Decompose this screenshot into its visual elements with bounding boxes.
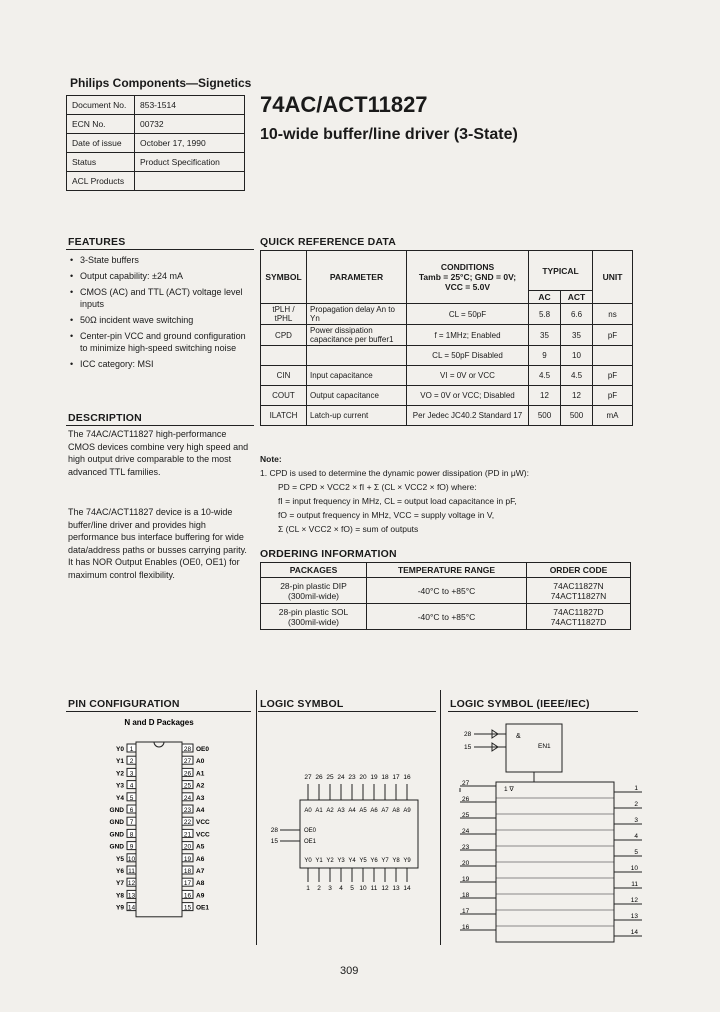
y-label: Y0 — [304, 858, 312, 864]
note-line: PD = CPD × VCC2 × fI + Σ (CL × VCC2 × fO) where: — [278, 482, 477, 492]
bottom-pin-number: 2 — [317, 885, 321, 892]
pin-number: 3 — [129, 770, 134, 778]
pin-name: VCC — [196, 819, 210, 827]
qr-ac: 5.8 — [529, 304, 561, 325]
y-label: Y9 — [403, 858, 411, 864]
pin-number: 17 — [183, 880, 192, 888]
top-pin-number: 19 — [370, 774, 378, 781]
qr-conditions — [407, 386, 529, 406]
features-rule — [66, 249, 254, 250]
qr-ac: 4.5 — [529, 366, 561, 386]
a-label: A9 — [403, 808, 411, 814]
pin-name: Y2 — [116, 770, 124, 778]
y-label: Y5 — [359, 858, 367, 864]
quick-reference-table — [260, 250, 633, 426]
oe-pin-number: 28 — [270, 827, 278, 834]
qr-conditions — [407, 406, 529, 426]
a-label: A2 — [326, 808, 334, 814]
ordering-code-act: 74ACT11827N — [550, 590, 607, 601]
pin-name: A4 — [196, 807, 205, 814]
qr-symbol: tPLH / tPHL — [261, 304, 307, 325]
pin-name: OE1 — [196, 904, 210, 912]
pin-number: 26 — [183, 770, 192, 778]
qr-ac: 12 — [529, 386, 561, 406]
direction-label: 1 ∇ — [504, 786, 514, 793]
a-label: A6 — [370, 808, 378, 814]
pin-number: 10 — [127, 855, 136, 863]
pin-number: 8 — [129, 831, 134, 839]
feature-item: • ICC category: MSI — [68, 358, 253, 370]
ordering-code-ac: 74AC11827N — [553, 580, 604, 591]
pin-name: A9 — [196, 892, 205, 900]
ieee-input-pin: 18 — [462, 892, 470, 899]
qr-unit — [593, 346, 633, 366]
doc-info-value: 853-1514 — [135, 96, 245, 115]
pin-name: Y9 — [116, 904, 124, 912]
pin-number: 4 — [129, 782, 134, 790]
qr-parameter: Input capacitance — [307, 366, 407, 386]
pin-number: 25 — [183, 782, 192, 790]
ic-body — [136, 742, 182, 917]
doc-info-row — [67, 172, 245, 191]
qr-act: 35 — [561, 325, 593, 346]
doc-info-label: ACL Products — [67, 172, 135, 191]
oe-label: OE0 — [304, 828, 317, 834]
en-pin-number: 15 — [464, 744, 472, 751]
qr-cond: Per Jedec JC40.2 Standard 17 — [412, 411, 523, 420]
pin-number: 11 — [128, 868, 135, 875]
a-label: A1 — [315, 808, 323, 814]
ord-header-packages: PACKAGES — [261, 563, 367, 578]
part-subtitle: 10-wide buffer/line driver (3-State) — [260, 126, 518, 143]
qr-conditions — [407, 346, 529, 366]
doc-info-label: Status — [67, 153, 135, 172]
document-info-table — [66, 95, 245, 191]
y-label: Y6 — [370, 858, 378, 864]
qr-row — [261, 325, 633, 346]
qr-parameter: Output capacitance — [307, 386, 407, 406]
ordering-row — [261, 578, 631, 604]
doc-info-label: ECN No. — [67, 115, 135, 134]
pin-name: Y5 — [116, 855, 124, 863]
pin-name: GND — [109, 807, 124, 814]
pin-name: Y4 — [116, 794, 124, 802]
doc-info-label: Date of issue — [67, 134, 135, 153]
pin-number: 12 — [127, 880, 136, 888]
ieee-output-pin: 5 — [634, 849, 638, 856]
quick-reference-heading: QUICK REFERENCE DATA — [260, 236, 397, 248]
qr-unit: mA — [593, 406, 633, 426]
pin-name: Y7 — [116, 880, 124, 888]
top-pin-number: 23 — [348, 774, 356, 781]
qr-cond: VO = 0V or VCC; Disabled — [420, 391, 515, 400]
top-pin-number: 25 — [326, 774, 334, 781]
pin-number: 7 — [129, 819, 134, 827]
qr-act: 6.6 — [561, 304, 593, 325]
doc-info-row — [67, 96, 245, 115]
pin-number: 23 — [183, 807, 192, 814]
ordering-temp: -40°C to +85°C — [367, 604, 527, 630]
ieee-output-pin: 4 — [634, 833, 638, 840]
feature-item: • CMOS (AC) and TTL (ACT) voltage level inputs — [68, 286, 253, 310]
qr-conditions — [407, 304, 529, 325]
qr-conditions — [407, 325, 529, 346]
note-line: 1. CPD is used to determine the dynamic power dissipation (PD in μW): — [260, 468, 529, 478]
ordering-code-act: 74ACT11827D — [550, 616, 607, 627]
pin-name: GND — [109, 843, 124, 851]
qr-cond2: Disabled — [471, 351, 503, 360]
bottom-pin-number: 14 — [403, 885, 411, 892]
top-pin-number: 17 — [392, 774, 400, 781]
qr-row — [261, 366, 633, 386]
a-label: A5 — [359, 808, 367, 814]
pin-name: GND — [109, 831, 124, 839]
pin-name: OE0 — [196, 746, 210, 753]
pin-number: 27 — [183, 758, 192, 766]
y-label: Y3 — [337, 858, 345, 864]
pin-name: Y8 — [116, 892, 124, 900]
ieee-input-pin: 25 — [462, 812, 470, 819]
ordering-package: 28-pin plastic SOL (300mil-wide) — [261, 604, 367, 630]
qr-header-unit: UNIT — [593, 251, 633, 304]
en-label: EN1 — [538, 743, 551, 750]
ieee-input-pin: 27 — [462, 780, 470, 787]
pin-name: Y0 — [116, 746, 124, 753]
ieee-output-pin: 11 — [631, 881, 638, 888]
logic-symbol-heading: LOGIC SYMBOL — [260, 698, 344, 710]
qr-header-act: ACT — [561, 291, 593, 304]
pin-name: A1 — [196, 770, 205, 778]
bottom-pin-number: 11 — [370, 885, 378, 892]
qr-header-conditions: CONDITIONS — [440, 262, 495, 272]
ordering-package: 28-pin plastic DIP (300mil-wide) — [261, 578, 367, 604]
qr-header-cond-line2: VCC = 5.0V — [444, 282, 491, 292]
qr-header-ac: AC — [529, 291, 561, 304]
qr-unit: ns — [593, 304, 633, 325]
qr-symbol — [261, 346, 307, 366]
qr-header-parameter: PARAMETER — [307, 251, 407, 304]
ieee-input-pin: 26 — [462, 796, 470, 803]
a-label: A7 — [381, 808, 389, 814]
bottom-pin-number: 1 — [306, 885, 310, 892]
pin-number: 21 — [183, 831, 192, 839]
pin-number: 1 — [129, 746, 134, 753]
qr-cond: VI = 0V or VCC — [440, 371, 495, 380]
oe-pin-number: 15 — [270, 838, 278, 845]
ordering-code — [527, 604, 631, 630]
doc-info-label: Document No. — [67, 96, 135, 115]
note-line: fO = output frequency in MHz, VCC = supply voltage in V, — [278, 510, 495, 520]
qr-unit: pF — [593, 325, 633, 346]
a-label: A8 — [392, 808, 400, 814]
ordering-code — [527, 578, 631, 604]
qr-symbol: CPD — [261, 325, 307, 346]
bottom-pin-number: 13 — [392, 885, 400, 892]
qr-cond2: Enabled — [471, 330, 501, 340]
note-line: Σ (CL × VCC2 × fO) = sum of outputs — [278, 524, 419, 534]
qr-ac: 9 — [529, 346, 561, 366]
top-pin-number: 16 — [403, 774, 411, 781]
qr-ac: 500 — [529, 406, 561, 426]
doc-info-row — [67, 134, 245, 153]
qr-act: 4.5 — [561, 366, 593, 386]
doc-info-row — [67, 153, 245, 172]
qr-symbol: COUT — [261, 386, 307, 406]
pin-number: 22 — [183, 819, 192, 827]
y-label: Y7 — [381, 858, 389, 864]
features-heading: FEATURES — [68, 236, 126, 248]
qr-parameter: Propagation delay An to Yn — [307, 304, 407, 325]
ordering-temp: -40°C to +85°C — [367, 578, 527, 604]
qr-symbol: ILATCH — [261, 406, 307, 426]
pin-config-subheading: N and D Packages — [124, 718, 194, 727]
qr-parameter: Power dissipation capacitance per buffer1 — [307, 325, 407, 346]
top-pin-number: 26 — [315, 774, 323, 781]
qr-header-symbol: SYMBOL — [261, 251, 307, 304]
notes-block — [260, 452, 700, 536]
qr-cond: CL = 50pF — [432, 351, 470, 360]
pin-number: 18 — [183, 868, 192, 875]
ieee-symbol-heading: LOGIC SYMBOL (IEEE/IEC) — [450, 698, 590, 710]
company-name: Philips Components—Signetics — [70, 76, 252, 90]
ordering-row — [261, 604, 631, 630]
qr-act: 12 — [561, 386, 593, 406]
pin-number: 14 — [127, 904, 136, 912]
pin-number: 9 — [129, 843, 134, 851]
qr-row — [261, 386, 633, 406]
qr-parameter — [307, 346, 407, 366]
a-label: A0 — [304, 808, 312, 814]
ieee-input-pin: 19 — [462, 876, 470, 883]
pin-number: 15 — [183, 904, 192, 912]
en-pin-number: 28 — [464, 731, 472, 738]
amp-label: & — [516, 733, 521, 740]
part-number-title: 74AC/ACT11827 — [260, 92, 428, 117]
pin-name: GND — [109, 819, 124, 827]
bottom-pin-number: 5 — [350, 885, 354, 892]
pin-name: Y1 — [116, 758, 124, 766]
y-label: Y2 — [326, 858, 334, 864]
notes-heading: Note: — [260, 454, 282, 464]
qr-act: 500 — [561, 406, 593, 426]
ord-header-order: ORDER CODE — [527, 563, 631, 578]
ieee-input-pin: 20 — [462, 860, 470, 867]
pin-name: A6 — [196, 855, 205, 863]
ieee-output-pin: 2 — [634, 801, 638, 808]
qr-act: 10 — [561, 346, 593, 366]
ieee-symbol-diagram — [448, 712, 648, 947]
top-pin-number: 18 — [381, 774, 389, 781]
divider-2 — [440, 690, 441, 945]
bottom-pin-number: 3 — [328, 885, 332, 892]
pin-number: 5 — [129, 794, 134, 802]
pin-config-heading: PIN CONFIGURATION — [68, 698, 180, 710]
pin-name: A5 — [196, 843, 205, 851]
top-pin-number: 27 — [304, 774, 312, 781]
pin-number: 13 — [127, 892, 136, 900]
bottom-pin-number: 12 — [381, 885, 389, 892]
ieee-output-pin: 10 — [630, 865, 638, 872]
feature-item: • 3-State buffers — [68, 254, 253, 266]
top-pin-number: 20 — [359, 774, 367, 781]
ordering-table — [260, 562, 631, 630]
qr-unit: pF — [593, 366, 633, 386]
pin-name: A0 — [196, 758, 205, 766]
qr-header-cond-line1: Tamb = 25°C; GND = 0V; — [418, 272, 517, 282]
y-label: Y4 — [348, 858, 356, 864]
ieee-output-pin: 3 — [634, 817, 638, 824]
logic-symbol-diagram — [258, 712, 438, 932]
a-label: A3 — [337, 808, 345, 814]
note-line: fI = input frequency in MHz, CL = output load capacitance in pF, — [278, 496, 517, 506]
feature-item: • Center-pin VCC and ground configuration to minimize high-speed switching noise — [68, 330, 253, 354]
ordering-heading: ORDERING INFORMATION — [260, 548, 397, 560]
qr-conditions — [407, 366, 529, 386]
qr-parameter: Latch-up current — [307, 406, 407, 426]
y-label: Y1 — [315, 858, 323, 864]
divider-1 — [256, 690, 257, 945]
ieee-output-pin: 12 — [630, 897, 638, 904]
ieee-output-pin: 1 — [634, 785, 638, 792]
qr-symbol: CIN — [261, 366, 307, 386]
pin-name: Y6 — [116, 868, 124, 875]
pin-name: A7 — [196, 868, 205, 875]
bottom-pin-number: 10 — [359, 885, 367, 892]
ordering-code-ac: 74AC11827D — [553, 606, 604, 617]
doc-info-value: Product Specification — [135, 153, 245, 172]
qr-unit: pF — [593, 386, 633, 406]
pin-name: A2 — [196, 782, 205, 790]
ieee-output-pin: 13 — [630, 913, 638, 920]
ord-header-temp: TEMPERATURE RANGE — [367, 563, 527, 578]
description-paragraph-2: The 74AC/ACT11827 device is a 10-wide buffer/line driver and provides high performance bus interface buffering for wide data/address paths or busses carrying parity. It has NOR Output Enables (OE0, OE1) for maximum control flexibility. — [68, 507, 247, 580]
pin-name: VCC — [196, 831, 210, 839]
ieee-input-pin: 24 — [462, 828, 470, 835]
qr-cond: CL = 50pF — [448, 309, 487, 319]
pin-number: 2 — [129, 758, 134, 766]
doc-info-value — [135, 172, 245, 191]
y-label: Y8 — [392, 858, 400, 864]
oe-label: OE1 — [304, 839, 317, 845]
pin-number: 19 — [183, 855, 192, 863]
ic-notch — [154, 742, 164, 747]
pin-number: 24 — [183, 794, 192, 802]
a-label: A4 — [348, 808, 356, 814]
description-rule — [66, 425, 254, 426]
top-pin-number: 24 — [337, 774, 345, 781]
doc-info-row — [67, 115, 245, 134]
qr-row — [261, 304, 633, 325]
description-heading: DESCRIPTION — [68, 412, 142, 424]
pin-name: A8 — [196, 880, 205, 888]
features-list — [68, 254, 253, 374]
qr-header-typical: TYPICAL — [529, 251, 593, 291]
qr-row — [261, 346, 633, 366]
feature-item: • Output capability: ±24 mA — [68, 270, 253, 282]
pin-number: 28 — [183, 746, 192, 753]
pin-number: 20 — [183, 843, 192, 851]
pin-configuration-diagram — [66, 712, 252, 932]
description-paragraph-1: The 74AC/ACT11827 high-performance CMOS devices combine very high speed and high output drive comparable to the most advanced TTL families. — [68, 429, 249, 477]
enable-box — [506, 724, 562, 772]
page-number: 309 — [340, 965, 359, 977]
qr-ac: 35 — [529, 325, 561, 346]
ieee-input-pin: 23 — [462, 844, 470, 851]
bottom-pin-number: 4 — [339, 885, 343, 892]
pin-number: 16 — [183, 892, 192, 900]
ieee-input-pin: 17 — [462, 908, 470, 915]
feature-item: • 50Ω incident wave switching — [68, 314, 253, 326]
doc-info-value: 00732 — [135, 115, 245, 134]
qr-row — [261, 406, 633, 426]
ieee-input-pin: 16 — [462, 924, 470, 931]
doc-info-value: October 17, 1990 — [135, 134, 245, 153]
pin-number: 6 — [129, 807, 134, 814]
qr-cond: f = 1MHz; — [434, 330, 469, 340]
pin-name: A3 — [196, 794, 205, 802]
ieee-output-pin: 14 — [630, 929, 638, 936]
pin-name: Y3 — [116, 782, 124, 790]
